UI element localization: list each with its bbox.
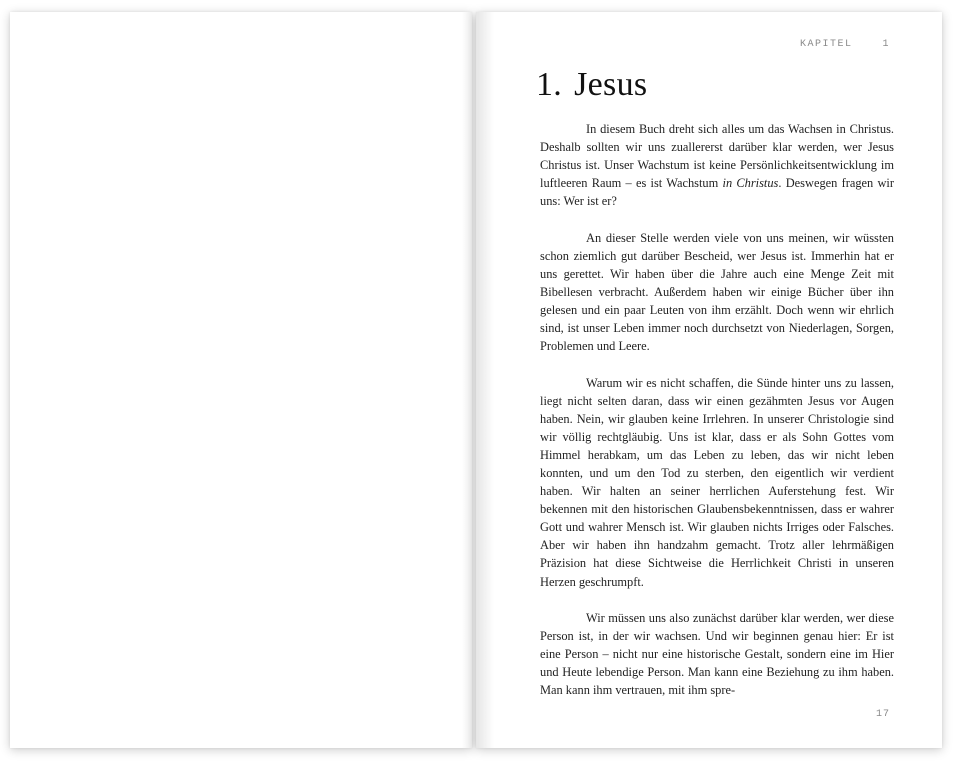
left-page-gutter-shadow bbox=[462, 12, 472, 748]
paragraph-text: Warum wir es nicht schaffen, die Sünde hinter uns zu lassen, liegt nicht selten daran, dass wir einen gezähmten Jesus vor Augen haben. Nein, wir glauben keine Irrlehren. In unserer Christologie sind wir völlig rechtgläubig. Uns ist klar, dass er als Sohn Gottes vom Himmel herabkam, um das Leben zu leben, das wir nicht leben konnten, und um den Tod zu sterben, den eigentlich wir verdient haben. Wir halten an seiner herrlichen Auferstehung fest. Wir bekennen mit den historischen Glaubensbekenntnissen, dass er wahrer Gott und wahrer Mensch ist. Wir glauben nichts Irriges oder Falsches. Aber wir haben ihn handzahm gemacht. Trotz aller lehrmäßigen Präzision hat diese Sichtweise die Herrlichkeit Christi in unseren Herzen geschrumpft. bbox=[540, 375, 894, 589]
right-page bbox=[476, 12, 942, 748]
page-number: 17 bbox=[875, 709, 890, 720]
paragraph-text: Wir müssen uns also zunächst darüber klar werden, wer diese Person ist, in der wir wachsen. Und wir beginnen genau hier: Er ist eine Person – nicht nur eine historische Gestalt, sondern eine im Hier und Heute lebendige Person. Man kann eine Beziehung zu ihm haben. Man kann ihm vertrauen, mit ihm spre- bbox=[540, 610, 894, 698]
paragraph-text: An dieser Stelle werden viele von uns meinen, wir wüssten schon ziemlich gut darüber Bescheid, wer Jesus ist. Immerhin hat er uns gerettet. Wir haben über die Jahre auch eine Menge Zeit mit Bibellesen verbracht. Außerdem haben wir einige Bücher über ihn gelesen und ein paar Leuten von ihm erzählt. Doch wenn wir ehrlich sind, ist unser Leben immer noch durchsetzt von Niederlagen, Sorgen, Problemen und Leere. bbox=[540, 230, 894, 354]
paragraph-text: . Deswegen fragen wir uns: Wer ist er? bbox=[540, 176, 894, 209]
running-head bbox=[476, 39, 890, 50]
chapter-number: 1. bbox=[536, 66, 563, 103]
body-paragraph bbox=[540, 609, 894, 699]
running-head-label: KAPITEL bbox=[799, 39, 853, 50]
running-head-chapter-number: 1 bbox=[882, 39, 890, 50]
chapter-title-text: Jesus bbox=[574, 66, 648, 103]
body-paragraph bbox=[540, 229, 894, 356]
body-paragraph bbox=[540, 120, 894, 210]
chapter-title bbox=[536, 66, 647, 104]
body-paragraph bbox=[540, 374, 894, 591]
paragraph-text: In diesem Buch dreht sich alles um das Wachsen in Christus. Deshalb sollten wir uns zuallererst darüber klar werden, wer Jesus Christus ist. Unser Wachstum ist keine Persönlichkeitsentwicklung im luftleeren Raum – es ist Wachstum bbox=[540, 122, 894, 191]
left-page-blank bbox=[10, 12, 472, 748]
emphasis-text: in Christus bbox=[722, 176, 779, 191]
right-page-gutter-shadow bbox=[476, 12, 494, 748]
chapter-body-text bbox=[540, 120, 894, 699]
